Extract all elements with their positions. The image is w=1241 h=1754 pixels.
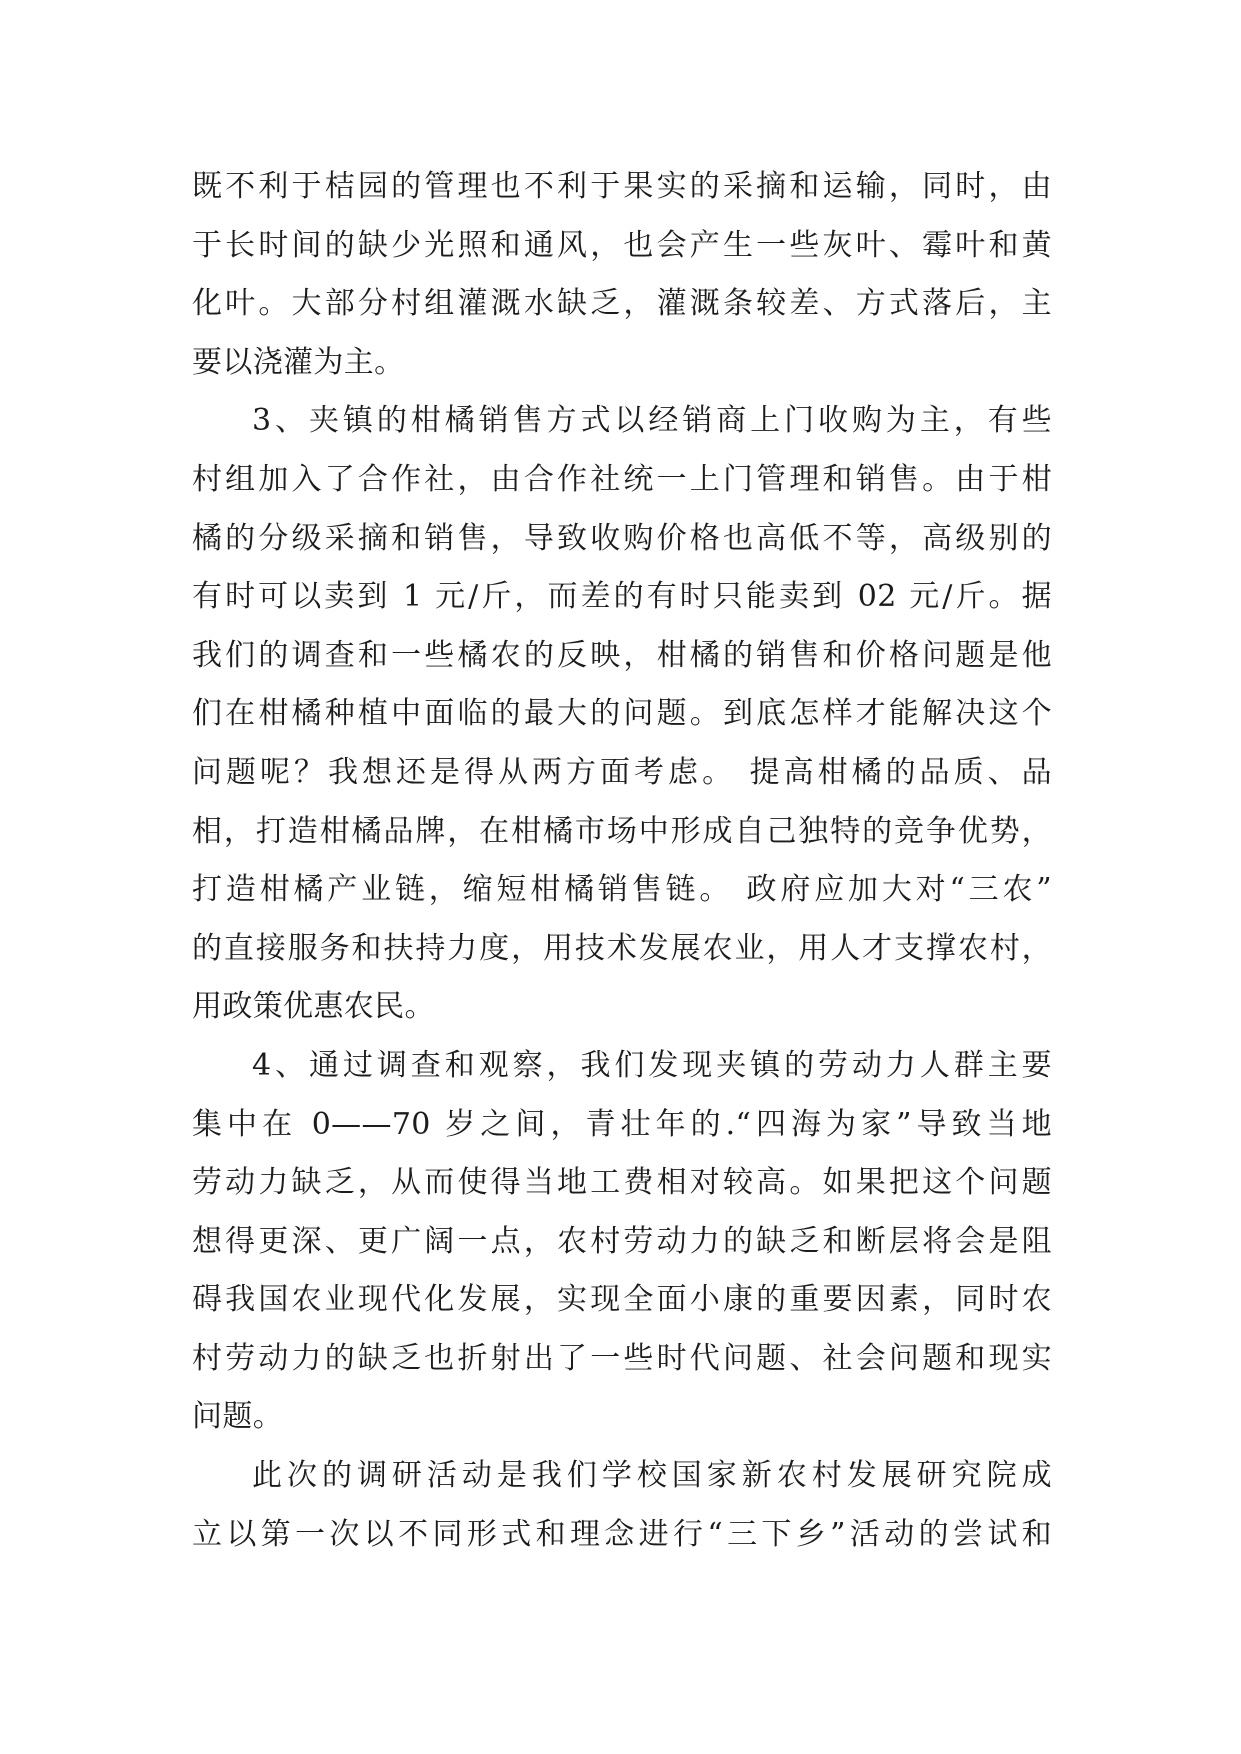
- text-line: 打造柑橘产业链，缩短柑橘销售链。 政府应加大对“三农”: [192, 872, 1052, 908]
- paragraph-5-start: 此次的调研活动是我们学校国家新农村发展研究院成: [252, 1458, 1052, 1494]
- body-text: [192, 158, 1052, 1564]
- text-line: 既不利于桔园的管理也不利于果实的采摘和运输，同时，由: [192, 169, 1052, 204]
- text-line: 立以第一次以不同形式和理念进行“三下乡”活动的尝试和: [192, 1516, 1052, 1552]
- paragraph-4-start: 4、通过调查和观察，我们发现夹镇的劳动力人群主要: [252, 1047, 1052, 1083]
- text-line: 相，打造柑橘品牌，在柑橘市场中形成自己独特的竞争优势，: [192, 813, 1052, 849]
- text-line: 问题呢？我想还是得从两方面考虑。 提高柑橘的品质、品: [192, 754, 1052, 790]
- text-line: 橘的分级采摘和销售，导致收购价格也高低不等，高级别的: [192, 520, 1052, 556]
- paragraph-3-start: 3、夹镇的柑橘销售方式以经销商上门收购为主，有些: [252, 403, 1052, 439]
- text-line: 的直接服务和扶持力度，用技术发展农业，用人才支撑农村，: [192, 930, 1052, 966]
- text-line: 们在柑橘种植中面临的最大的问题。到底怎样才能解决这个: [192, 696, 1052, 732]
- text-line: 想得更深、更广阔一点，农村劳动力的缺乏和断层将会是阻: [192, 1223, 1052, 1259]
- text-line: 问题。: [192, 1399, 284, 1435]
- text-line: 碍我国农业现代化发展，实现全面小康的重要因素，同时农: [192, 1282, 1052, 1318]
- text-line: 集中在 0——70 岁之间，青壮年的.“四海为家”导致当地: [192, 1106, 1052, 1142]
- text-line: 村劳动力的缺乏也折射出了一些时代问题、社会问题和现实: [192, 1340, 1052, 1376]
- text-line: 劳动力缺乏，从而使得当地工费相对较高。如果把这个问题: [192, 1165, 1052, 1201]
- text-line: 化叶。大部分村组灌溉水缺乏，灌溉条较差、方式落后，主: [192, 286, 1052, 322]
- text-line: 我们的调查和一些橘农的反映，柑橘的销售和价格问题是他: [192, 637, 1052, 673]
- text-line: 要以浇灌为主。: [192, 344, 405, 380]
- text-line: 于长时间的缺少光照和通风，也会产生一些灰叶、霉叶和黄: [192, 227, 1052, 263]
- text-line: 村组加入了合作社，由合作社统一上门管理和销售。由于柑: [192, 461, 1052, 497]
- text-line: 用政策优惠农民。: [192, 989, 435, 1025]
- text-line: 有时可以卖到 1 元/斤，而差的有时只能卖到 02 元/斤。据: [192, 579, 1052, 615]
